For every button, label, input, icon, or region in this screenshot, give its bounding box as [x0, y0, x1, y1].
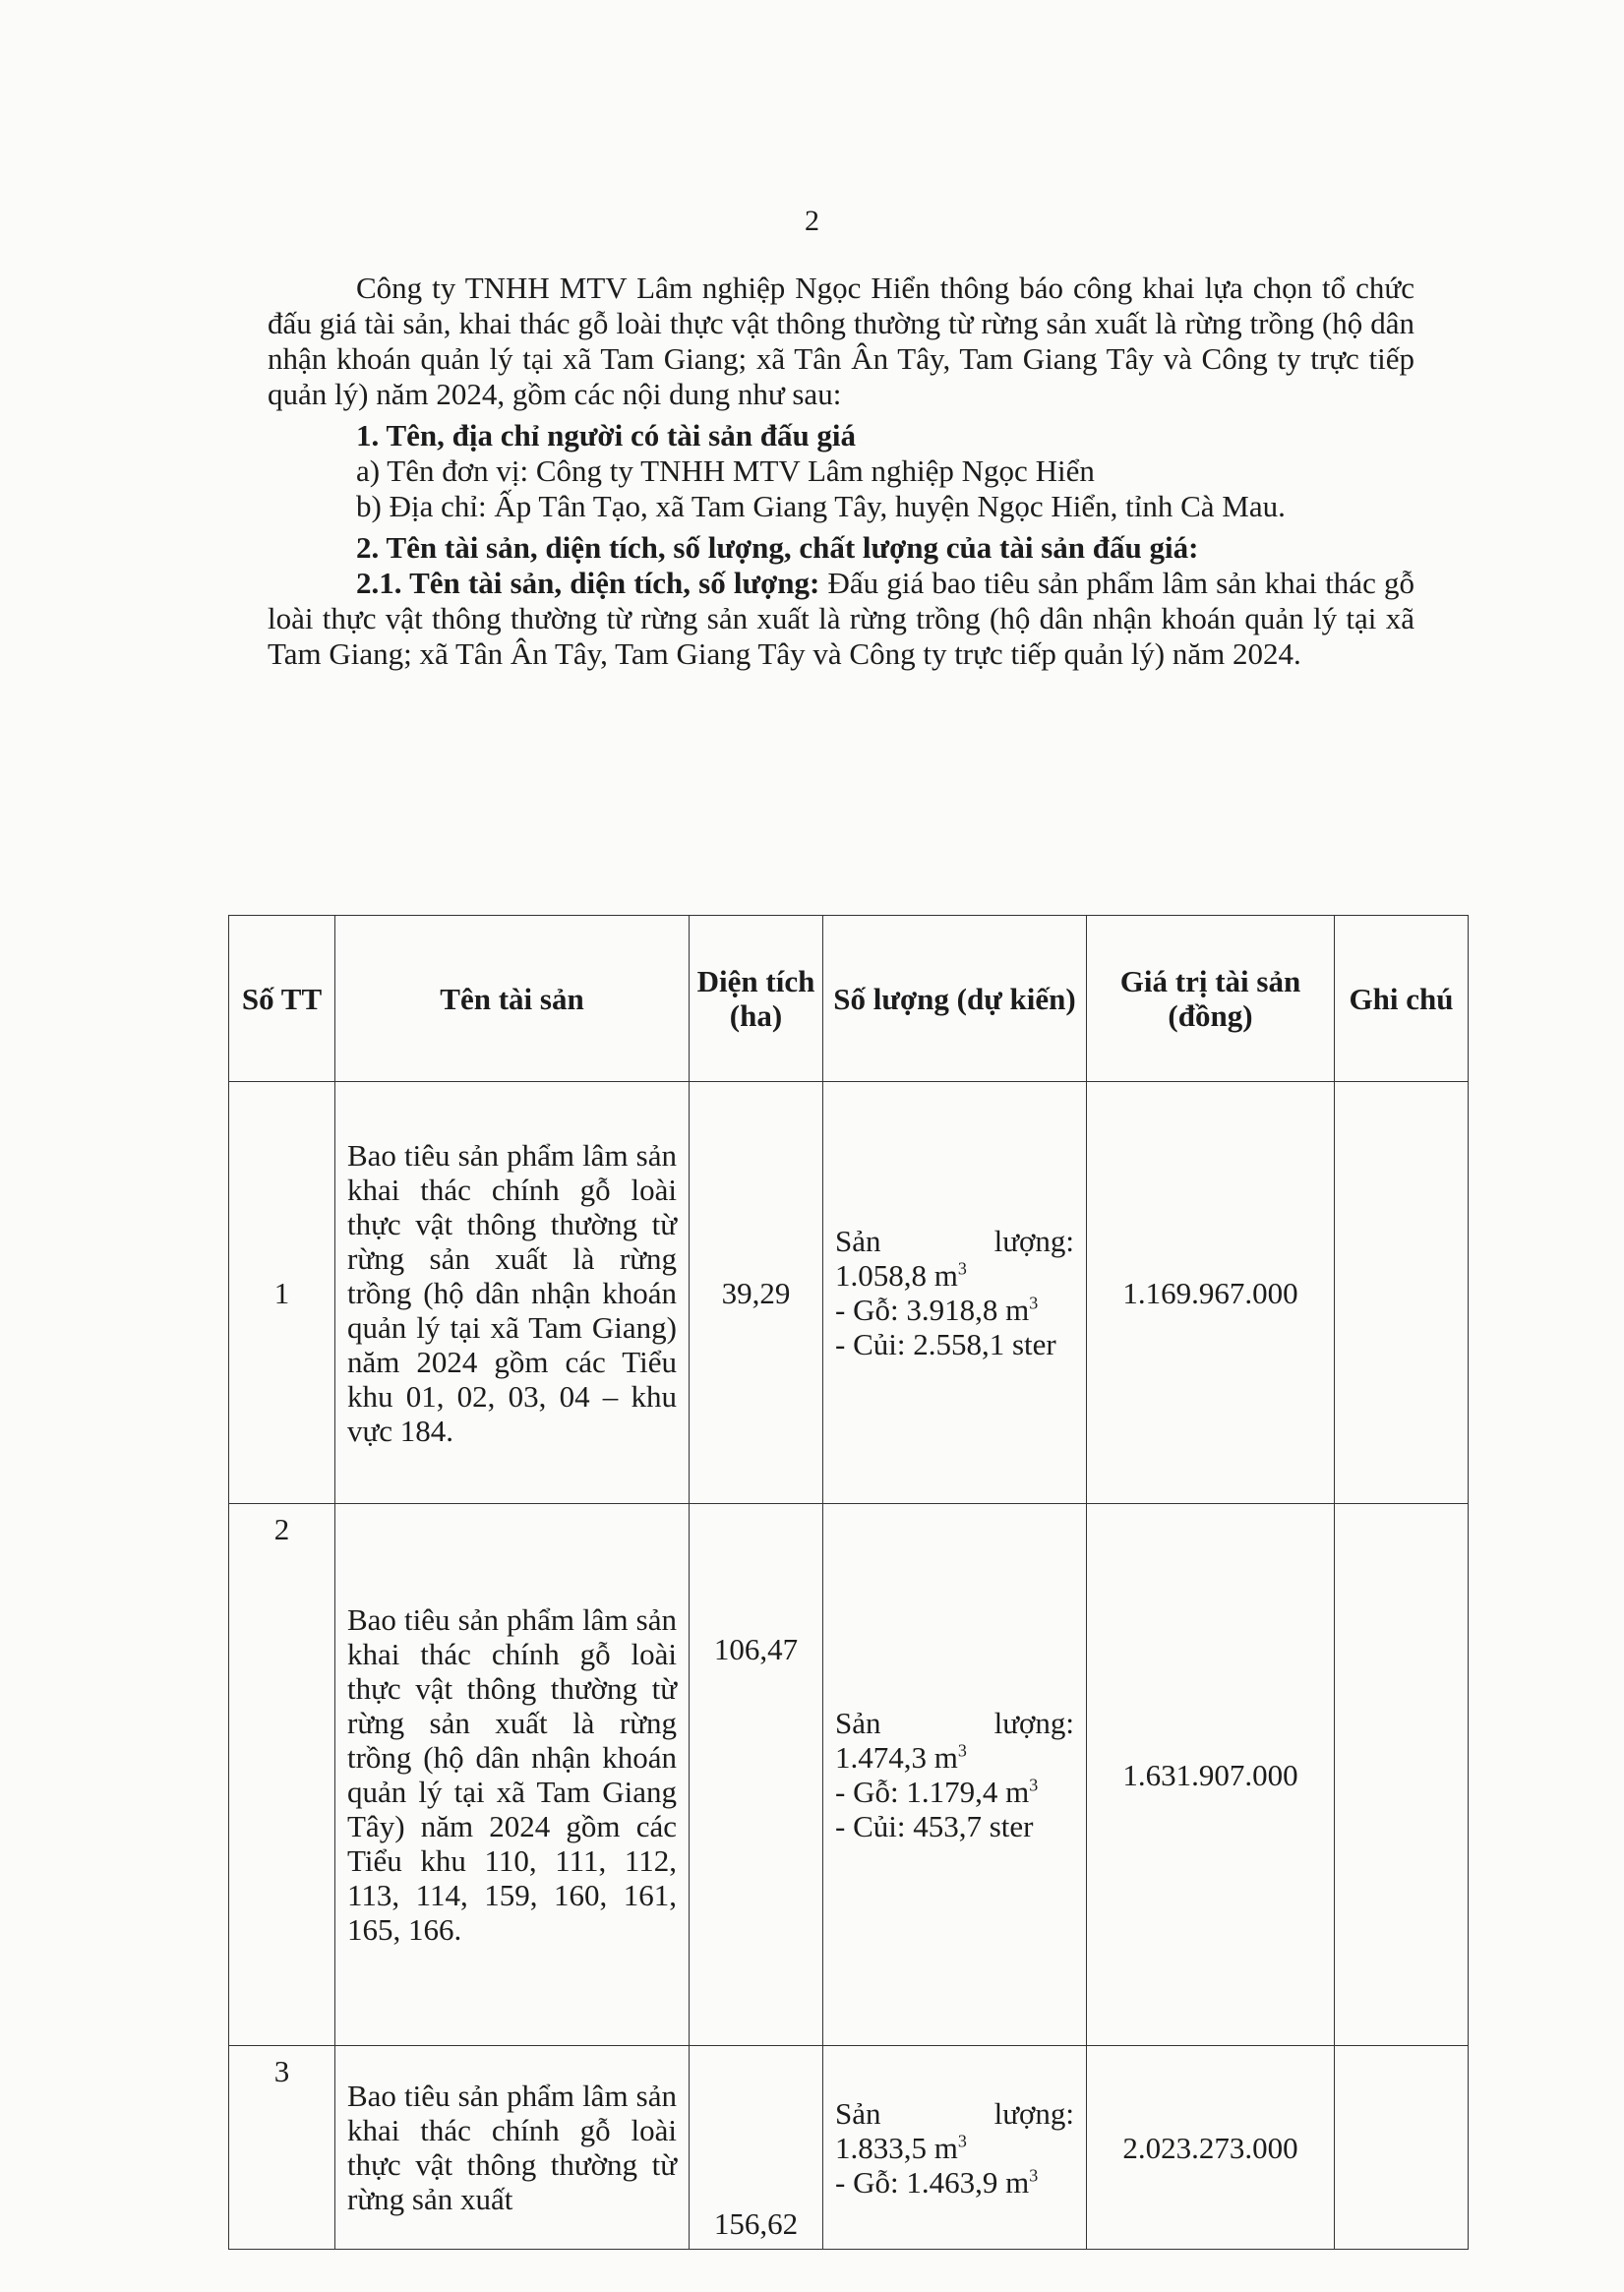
row-name: Bao tiêu sản phẩm lâm sản khai thác chính gỗ loài thực vật thông thường từ rừng sản xuất — [335, 2046, 690, 2250]
qty-label: Sản lượng: — [835, 1224, 1074, 1258]
table-row — [229, 1082, 1469, 1504]
header-qty: Số lượng (dự kiến) — [823, 916, 1087, 1082]
section2-1-text: Đấu giá bao tiêu sản phẩm lâm sản khai thác gỗ loài thực vật thông thường từ rừng sản xuất là rừng trồng (hộ dân nhận khoán quản lý tại xã Tam Giang; xã Tân Ân Tây, Tam Giang Tây và Công ty trực tiếp quản lý) năm 2024. — [268, 566, 1415, 671]
row-value: 2.023.273.000 — [1087, 2046, 1335, 2250]
row-note — [1335, 2046, 1469, 2250]
row-value: 1.631.907.000 — [1087, 1504, 1335, 2046]
row-value: 1.169.967.000 — [1087, 1082, 1335, 1504]
row-note — [1335, 1504, 1469, 2046]
header-value: Giá trị tài sản (đồng) — [1087, 916, 1335, 1082]
asset-table — [228, 915, 1469, 2250]
header-area: Diện tích (ha) — [690, 916, 823, 1082]
row-area: 156,62 — [690, 2046, 823, 2250]
row-stt: 2 — [229, 1504, 335, 2046]
row-qty — [823, 2046, 1087, 2250]
header-stt: Số TT — [229, 916, 335, 1082]
unit-address: b) Địa chỉ: Ấp Tân Tạo, xã Tam Giang Tây, huyện Ngọc Hiển, tỉnh Cà Mau. — [356, 489, 1286, 523]
row-name: Bao tiêu sản phẩm lâm sản khai thác chính gỗ loài thực vật thông thường từ rừng sản xuất là rừng trồng (hộ dân nhận khoán quản lý tại xã Tam Giang Tây) năm 2024 gồm các Tiểu khu 110, 111, 112, 113, 114, 159, 160, 161, 165, 166. — [335, 1504, 690, 2046]
row-area: 39,29 — [690, 1082, 823, 1504]
qty-go: - Gỗ: 1.179,4 $m^3$ — [835, 1775, 1039, 1809]
section2-heading: 2. Tên tài sản, diện tích, số lượng, chất lượng của tài sản đấu giá: — [356, 530, 1199, 565]
header-name: Tên tài sản — [335, 916, 690, 1082]
row-qty — [823, 1504, 1087, 2046]
qty-total: 1.474,3 $m^3$ — [835, 1740, 967, 1775]
row-stt: 3 — [229, 2046, 335, 2250]
qty-go: - Gỗ: 3.918,8 $m^3$ — [835, 1293, 1039, 1327]
header-note: Ghi chú — [1335, 916, 1469, 1082]
qty-label: Sản lượng: — [835, 1706, 1074, 1740]
qty-total: 1.058,8 $m^3$ — [835, 1258, 967, 1293]
row-name: Bao tiêu sản phẩm lâm sản khai thác chính gỗ loài thực vật thông thường từ rừng sản xuất là rừng trồng (hộ dân nhận khoán quản lý tại xã Tam Giang) năm 2024 gồm các Tiểu khu 01, 02, 03, 04 – khu vực 184. — [335, 1082, 690, 1504]
document-body — [268, 271, 1414, 672]
section1-heading: 1. Tên, địa chỉ người có tài sản đấu giá — [356, 418, 857, 452]
qty-label: Sản lượng: — [835, 2095, 1074, 2131]
qty-cui: - Củi: 2.558,1 ster — [835, 1327, 1056, 1361]
row-note — [1335, 1082, 1469, 1504]
qty-go: - Gỗ: 1.463,9 $m^3$ — [835, 2164, 1039, 2200]
qty-cui: - Củi: 453,7 ster — [835, 1809, 1034, 1843]
qty-total: 1.833,5 $m^3$ — [835, 2130, 967, 2165]
section2-1-paragraph — [268, 566, 1414, 672]
table-row — [229, 1504, 1469, 2046]
table-header-row — [229, 916, 1469, 1082]
row-qty — [823, 1082, 1087, 1504]
row-stt: 1 — [229, 1082, 335, 1504]
intro-paragraph: Công ty TNHH MTV Lâm nghiệp Ngọc Hiển thông báo công khai lựa chọn tổ chức đấu giá tài sản, khai thác gỗ loài thực vật thông thường từ rừng sản xuất là rừng trồng (hộ dân nhận khoán quản lý tại xã Tam Giang; xã Tân Ân Tây, Tam Giang Tây và Công ty trực tiếp quản lý) năm 2024, gồm các nội dung như sau: — [268, 271, 1414, 411]
table-row — [229, 2046, 1469, 2250]
row-area: 106,47 — [690, 1504, 823, 2046]
section2-1-lead: 2.1. Tên tài sản, diện tích, số lượng: — [356, 566, 820, 600]
page-number: 2 — [805, 205, 819, 237]
unit-name: a) Tên đơn vị: Công ty TNHH MTV Lâm nghiệp Ngọc Hiển — [356, 453, 1095, 488]
